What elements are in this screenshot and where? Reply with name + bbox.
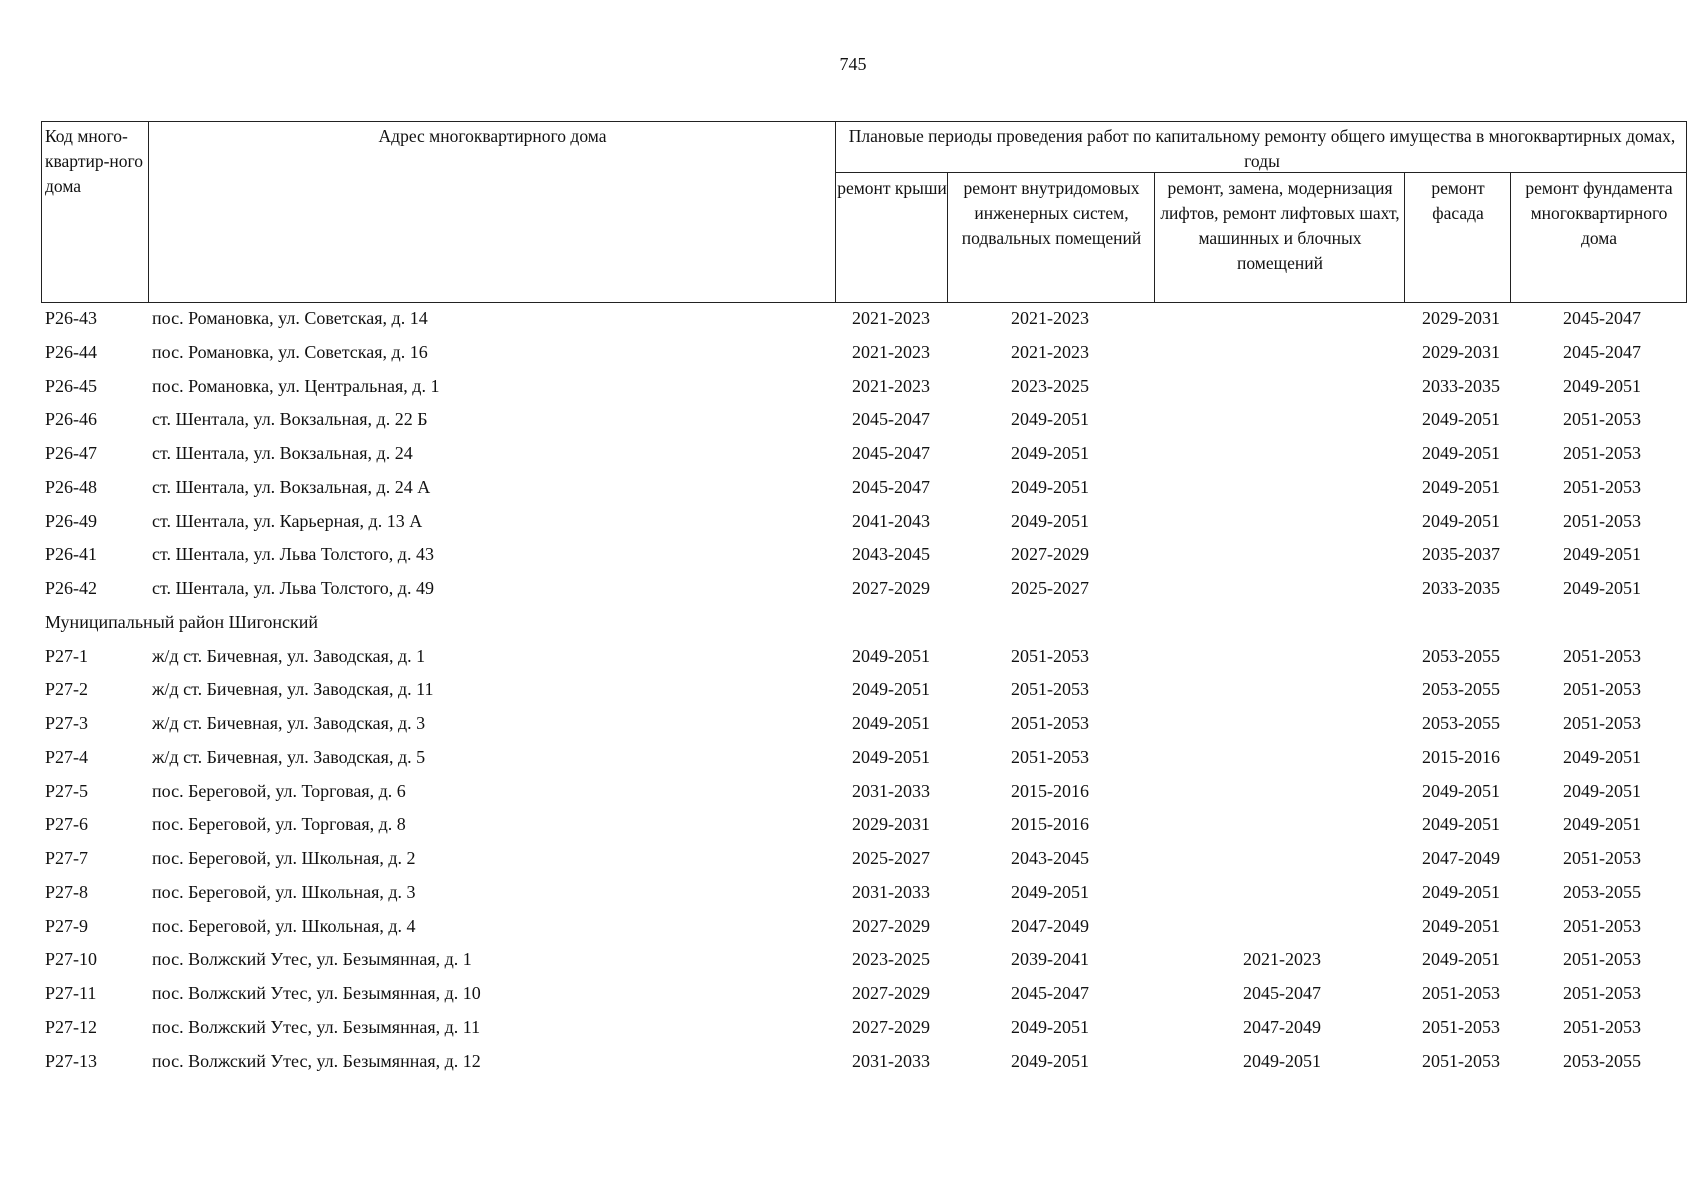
address-cell: пос. Береговой, ул. Школьная, д. 3 [152, 881, 416, 902]
roof-repair-cell: 2031-2033 [852, 1050, 930, 1071]
foundation-repair-cell: 2049-2051 [1563, 544, 1641, 565]
address-cell: ст. Шентала, ул. Вокзальная, д. 22 Б [152, 409, 428, 430]
foundation-repair-cell: 2051-2053 [1563, 510, 1641, 531]
engineering-repair-cell: 2025-2027 [1011, 578, 1089, 598]
facade-repair-cell: 2049-2051 [1422, 949, 1500, 970]
facade-repair-cell: 2049-2051 [1422, 443, 1500, 463]
table-row [0, 881, 1706, 915]
table-row [0, 948, 1706, 982]
engineering-repair-cell: 2021-2023 [1011, 341, 1089, 362]
foundation-repair-cell: 2051-2053 [1563, 645, 1641, 666]
facade-repair-cell: 2047-2049 [1422, 848, 1500, 868]
facade-repair-cell: 2049-2051 [1422, 510, 1500, 531]
house-code-cell: Р26-49 [45, 510, 98, 531]
header-facade: ремонт фасада [1431, 178, 1485, 223]
table-row [0, 847, 1706, 881]
table-row [0, 780, 1706, 814]
foundation-repair-cell: 2051-2053 [1563, 409, 1641, 430]
house-code-cell: Р26-46 [45, 409, 98, 430]
table-row [0, 678, 1706, 712]
engineering-repair-cell: 2015-2016 [1011, 780, 1089, 801]
lift-repair-cell: 2047-2049 [1243, 1016, 1321, 1037]
header-divider [835, 122, 836, 302]
roof-repair-cell: 2021-2023 [852, 341, 930, 362]
facade-repair-cell: 2053-2055 [1422, 679, 1500, 700]
house-code-cell: Р27-11 [45, 983, 97, 1003]
header-divider [1404, 172, 1405, 302]
address-cell: пос. Береговой, ул. Школьная, д. 2 [152, 848, 416, 868]
engineering-repair-cell: 2049-2051 [1011, 476, 1089, 497]
foundation-repair-cell: 2051-2053 [1563, 983, 1641, 1003]
lift-repair-cell: 2049-2051 [1243, 1050, 1321, 1071]
house-code-cell: Р27-8 [45, 881, 89, 902]
engineering-repair-cell: 2049-2051 [1011, 443, 1089, 463]
facade-repair-cell: 2051-2053 [1422, 1050, 1500, 1071]
table-row [0, 375, 1706, 409]
house-code-cell: Р26-48 [45, 476, 98, 497]
address-cell: ст. Шентала, ул. Льва Толстого, д. 49 [152, 578, 434, 598]
address-cell: пос. Романовка, ул. Советская, д. 14 [152, 308, 428, 328]
house-code-cell: Р27-4 [45, 746, 89, 767]
roof-repair-cell: 2043-2045 [852, 544, 930, 565]
engineering-repair-cell: 2049-2051 [1011, 510, 1089, 531]
address-cell: ж/д ст. Бичевная, ул. Заводская, д. 11 [152, 679, 434, 700]
house-code-cell: Р27-6 [45, 814, 89, 835]
header-divider [148, 122, 149, 302]
house-code-cell: Р27-7 [45, 848, 89, 868]
page-number: 745 [839, 54, 867, 74]
house-code-cell: Р27-10 [45, 949, 98, 970]
foundation-repair-cell: 2051-2053 [1563, 949, 1641, 970]
table-row [0, 476, 1706, 510]
address-cell: пос. Волжский Утес, ул. Безымянная, д. 12 [152, 1050, 481, 1071]
table-row [0, 1016, 1706, 1050]
address-cell: ст. Шентала, ул. Карьерная, д. 13 А [152, 510, 423, 531]
house-code-cell: Р27-9 [45, 915, 89, 936]
roof-repair-cell: 2027-2029 [852, 1016, 930, 1037]
header-lifts: ремонт, замена, модернизация лифтов, ремонт лифтовых шахт, машинных и блочных помещений [1160, 178, 1400, 273]
foundation-repair-cell: 2051-2053 [1563, 679, 1641, 700]
table-row [0, 577, 1706, 611]
facade-repair-cell: 2051-2053 [1422, 1016, 1500, 1037]
header-foundation: ремонт фундамента многоквартирного дома [1525, 178, 1673, 248]
address-cell: пос. Волжский Утес, ул. Безымянная, д. 1 [152, 949, 472, 970]
roof-repair-cell: 2049-2051 [852, 713, 930, 733]
facade-repair-cell: 2029-2031 [1422, 308, 1500, 328]
engineering-repair-cell: 2051-2053 [1011, 713, 1089, 733]
table-row [0, 408, 1706, 442]
house-code-cell: Р27-12 [45, 1016, 98, 1037]
foundation-repair-cell: 2045-2047 [1563, 308, 1641, 328]
facade-repair-cell: 2049-2051 [1422, 780, 1500, 801]
house-code-cell: Р27-1 [45, 645, 89, 666]
foundation-repair-cell: 2049-2051 [1563, 375, 1641, 396]
table-row [0, 307, 1706, 341]
facade-repair-cell: 2049-2051 [1422, 476, 1500, 497]
facade-repair-cell: 2035-2037 [1422, 544, 1500, 565]
facade-repair-cell: 2051-2053 [1422, 983, 1500, 1003]
lift-repair-cell: 2021-2023 [1243, 949, 1321, 970]
roof-repair-cell: 2027-2029 [852, 915, 930, 936]
foundation-repair-cell: 2051-2053 [1563, 476, 1641, 497]
engineering-repair-cell: 2023-2025 [1011, 375, 1089, 396]
house-code-cell: Р26-42 [45, 578, 98, 598]
engineering-repair-cell: 2049-2051 [1011, 881, 1089, 902]
engineering-repair-cell: 2049-2051 [1011, 409, 1089, 430]
facade-repair-cell: 2049-2051 [1422, 881, 1500, 902]
header-divider [947, 172, 948, 302]
roof-repair-cell: 2041-2043 [852, 510, 930, 531]
house-code-cell: Р26-44 [45, 341, 98, 362]
facade-repair-cell: 2015-2016 [1422, 746, 1500, 767]
header-engineering: ремонт внутридомовых инженерных систем, подвальных помещений [961, 178, 1142, 248]
engineering-repair-cell: 2045-2047 [1011, 983, 1089, 1003]
address-cell: ст. Шентала, ул. Вокзальная, д. 24 А [152, 476, 431, 497]
engineering-repair-cell: 2039-2041 [1011, 949, 1089, 970]
roof-repair-cell: 2029-2031 [852, 814, 930, 835]
engineering-repair-cell: 2051-2053 [1011, 746, 1089, 767]
roof-repair-cell: 2045-2047 [852, 409, 930, 430]
engineering-repair-cell: 2047-2049 [1011, 915, 1089, 936]
address-cell: пос. Романовка, ул. Центральная, д. 1 [152, 375, 440, 396]
facade-repair-cell: 2053-2055 [1422, 713, 1500, 733]
foundation-repair-cell: 2053-2055 [1563, 881, 1641, 902]
foundation-repair-cell: 2051-2053 [1563, 848, 1641, 868]
table-row [0, 543, 1706, 577]
house-code-cell: Р26-43 [45, 308, 98, 328]
address-cell: пос. Волжский Утес, ул. Безымянная, д. 11 [152, 1016, 481, 1037]
house-code-cell: Р26-47 [45, 443, 98, 463]
house-code-cell: Р27-13 [45, 1050, 98, 1071]
address-cell: ст. Шентала, ул. Вокзальная, д. 24 [152, 443, 413, 463]
house-code-cell: Р27-3 [45, 713, 89, 733]
facade-repair-cell: 2033-2035 [1422, 578, 1500, 598]
foundation-repair-cell: 2049-2051 [1563, 814, 1641, 835]
engineering-repair-cell: 2049-2051 [1011, 1016, 1089, 1037]
facade-repair-cell: 2049-2051 [1422, 915, 1500, 936]
engineering-repair-cell: 2043-2045 [1011, 848, 1089, 868]
table-row [0, 1050, 1706, 1084]
roof-repair-cell: 2023-2025 [852, 949, 930, 970]
address-cell: пос. Береговой, ул. Торговая, д. 6 [152, 780, 406, 801]
facade-repair-cell: 2033-2035 [1422, 375, 1500, 396]
foundation-repair-cell: 2049-2051 [1563, 578, 1641, 598]
header-divider [1154, 172, 1155, 302]
roof-repair-cell: 2021-2023 [852, 375, 930, 396]
house-code-cell: Р26-45 [45, 375, 98, 396]
address-cell: ж/д ст. Бичевная, ул. Заводская, д. 1 [152, 645, 426, 666]
foundation-repair-cell: 2053-2055 [1563, 1050, 1641, 1071]
engineering-repair-cell: 2051-2053 [1011, 679, 1089, 700]
table-row [0, 982, 1706, 1016]
roof-repair-cell: 2025-2027 [852, 848, 930, 868]
address-cell: пос. Береговой, ул. Школьная, д. 4 [152, 915, 416, 936]
address-cell: пос. Волжский Утес, ул. Безымянная, д. 10 [152, 983, 481, 1003]
facade-repair-cell: 2049-2051 [1422, 814, 1500, 835]
engineering-repair-cell: 2051-2053 [1011, 645, 1089, 666]
engineering-repair-cell: 2015-2016 [1011, 814, 1089, 835]
address-cell: пос. Береговой, ул. Торговая, д. 8 [152, 814, 406, 835]
table-row [0, 915, 1706, 949]
foundation-repair-cell: 2049-2051 [1563, 746, 1641, 767]
address-cell: ж/д ст. Бичевная, ул. Заводская, д. 3 [152, 713, 426, 733]
foundation-repair-cell: 2051-2053 [1563, 1016, 1641, 1037]
address-cell: ж/д ст. Бичевная, ул. Заводская, д. 5 [152, 746, 426, 767]
roof-repair-cell: 2027-2029 [852, 578, 930, 598]
address-cell: ст. Шентала, ул. Льва Толстого, д. 43 [152, 544, 434, 565]
section-title: Муниципальный район Шигонский [45, 611, 319, 632]
section-row [0, 611, 1706, 645]
foundation-repair-cell: 2051-2053 [1563, 713, 1641, 733]
table-row [0, 645, 1706, 679]
foundation-repair-cell: 2049-2051 [1563, 780, 1641, 801]
table-row [0, 341, 1706, 375]
foundation-repair-cell: 2051-2053 [1563, 915, 1641, 936]
header-periods: Плановые периоды проведения работ по капитальному ремонту общего имущества в многоквартирных домах, годы [848, 126, 1676, 171]
roof-repair-cell: 2049-2051 [852, 746, 930, 767]
lift-repair-cell: 2045-2047 [1243, 983, 1321, 1003]
table-row [0, 442, 1706, 476]
house-code-cell: Р27-5 [45, 780, 89, 801]
header-roof: ремонт крыши [837, 178, 947, 198]
table-row [0, 813, 1706, 847]
table-row [0, 746, 1706, 780]
roof-repair-cell: 2045-2047 [852, 443, 930, 463]
table-row [0, 712, 1706, 746]
engineering-repair-cell: 2027-2029 [1011, 544, 1089, 565]
roof-repair-cell: 2031-2033 [852, 780, 930, 801]
roof-repair-cell: 2027-2029 [852, 983, 930, 1003]
header-address: Адрес многоквартирного дома [378, 126, 607, 146]
roof-repair-cell: 2031-2033 [852, 881, 930, 902]
address-cell: пос. Романовка, ул. Советская, д. 16 [152, 341, 428, 362]
header-code: Код много-квартир-ного дома [45, 126, 144, 196]
facade-repair-cell: 2029-2031 [1422, 341, 1500, 362]
foundation-repair-cell: 2045-2047 [1563, 341, 1641, 362]
roof-repair-cell: 2045-2047 [852, 476, 930, 497]
table-row [0, 510, 1706, 544]
header-divider [1510, 172, 1511, 302]
facade-repair-cell: 2053-2055 [1422, 645, 1500, 666]
table-header [41, 121, 1687, 303]
house-code-cell: Р26-41 [45, 544, 98, 565]
roof-repair-cell: 2049-2051 [852, 679, 930, 700]
roof-repair-cell: 2049-2051 [852, 645, 930, 666]
foundation-repair-cell: 2051-2053 [1563, 443, 1641, 463]
facade-repair-cell: 2049-2051 [1422, 409, 1500, 430]
engineering-repair-cell: 2021-2023 [1011, 308, 1089, 328]
engineering-repair-cell: 2049-2051 [1011, 1050, 1089, 1071]
house-code-cell: Р27-2 [45, 679, 89, 700]
roof-repair-cell: 2021-2023 [852, 308, 930, 328]
